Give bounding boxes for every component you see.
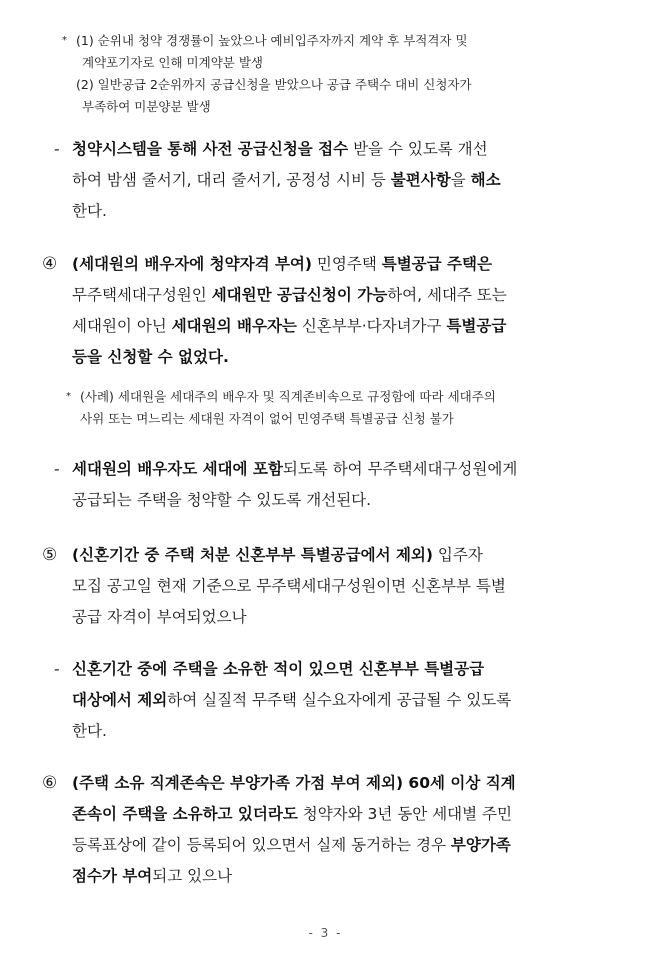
bullet-1-bold-2: 불편사항 <box>390 171 451 189</box>
bullet-1-bold-3: 해소 <box>470 171 501 189</box>
footnote-2-line-1: (사례) 세대원을 세대주의 배우자 및 직계존비속으로 규정함에 따라 세대주의 <box>80 389 496 404</box>
footnote-2 <box>66 386 496 430</box>
bullet-1-text-2: 하여 밤샘 줄서기, 대리 줄서기, 공정성 시비 등 <box>72 171 391 189</box>
bullet-dash: - <box>54 460 60 478</box>
item-5-number: ⑤ <box>42 545 58 565</box>
bullet-3: 신혼기간 중에 주택을 소유한 적이 있으면 신혼부부 특별공급 대상에서 제외하여 실질적 무주택 실수요자에게 공급될 수 있도록 한다. <box>72 660 512 740</box>
bullet-1-text-1: 받을 수 있도록 개선 <box>348 140 488 158</box>
bullet-1-text-4: 한다. <box>72 202 107 220</box>
bullet-1-text-3: 을 <box>450 171 471 189</box>
item-4-heading: (세대원의 배우자에 청약자격 부여) <box>72 255 312 273</box>
note-marker: * <box>62 35 67 46</box>
item-6-heading: (주택 소유 직계존속은 부양가족 가점 부여 제외) 60세 이상 직계 <box>72 774 516 792</box>
bullet-dash: - <box>54 140 60 158</box>
item-4: (세대원의 배우자에 청약자격 부여) 민영주택 특별공급 주택은 무주택세대구성원인 세대원만 공급신청이 가능하여, 세대주 또는 세대원이 아닌 세대원의 배우자는 신혼부부·다자녀가구 특별공급 등을 신청할 수 없었다. <box>72 255 507 366</box>
footnote-1-line-4: 부족하여 미분양분 발생 <box>82 99 211 114</box>
item-6-number: ⑥ <box>42 773 58 793</box>
item-5: (신혼기간 중 주택 처분 신혼부부 특별공급에서 제외) 입주자 모집 공고일 현재 기준으로 무주택세대구성원이면 신혼부부 특별 공급 자격이 부여되었으나 <box>72 546 506 626</box>
footnote-1-line-3: (2) 일반공급 2순위까지 공급신청을 받았으나 공급 주택수 대비 신청자가 <box>76 77 472 92</box>
footnote-1 <box>62 30 472 118</box>
bullet-1 <box>72 134 501 227</box>
bullet-2: 세대원의 배우자도 세대에 포함되도록 하여 무주택세대구성원에게 공급되는 주택을 청약할 수 있도록 개선된다. <box>72 460 518 509</box>
footnote-2-line-2: 사위 또는 며느리는 세대원 자격이 없어 민영주택 특별공급 신청 불가 <box>80 411 454 426</box>
page-number: - 3 - <box>308 926 343 940</box>
item-4-number: ④ <box>42 254 58 274</box>
note-marker: * <box>66 391 71 402</box>
item-6: (주택 소유 직계존속은 부양가족 가점 부여 제외) 60세 이상 직계 존속이 주택을 소유하고 있더라도 청약자와 3년 동안 세대별 주민 등록표상에 같이 등록되어 있으면서 실제 동거하는 경우 부양가족 점수가 부여되고 있으나 <box>72 774 516 885</box>
bullet-1-bold-1: 청약시스템을 통해 사전 공급신청을 접수 <box>72 140 349 158</box>
bullet-dash: - <box>54 660 60 678</box>
footnote-1-line-2: 계약포기자로 인해 미계약분 발생 <box>82 55 263 70</box>
item-5-heading: (신혼기간 중 주택 처분 신혼부부 특별공급에서 제외) <box>72 546 433 564</box>
footnote-1-line-1: (1) 순위내 청약 경쟁률이 높았으나 예비입주자까지 계약 후 부적격자 및 <box>76 33 468 48</box>
